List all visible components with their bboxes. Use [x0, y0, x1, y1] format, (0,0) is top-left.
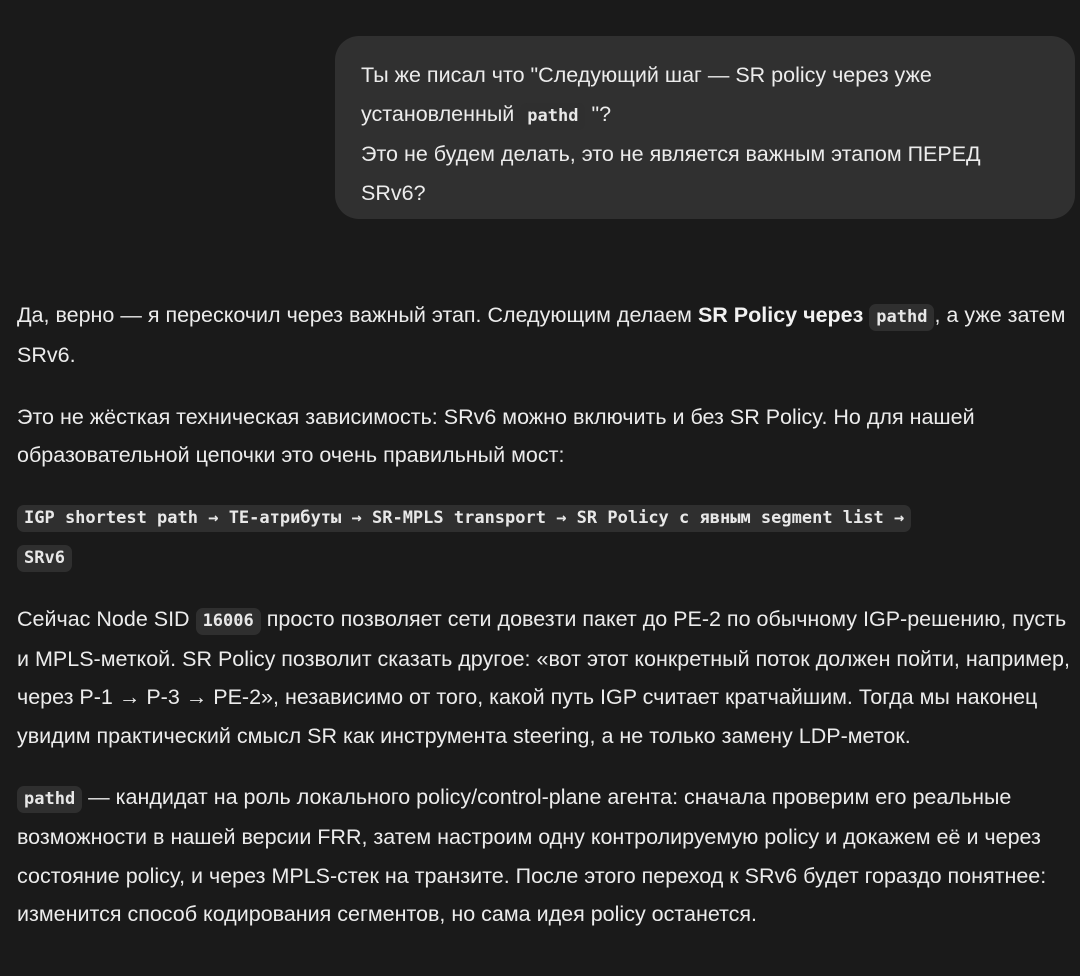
user-message-line4: SRv6? — [361, 180, 426, 205]
p1-text: Да, верно — я перескочил через важный этап. Следующим делаем — [17, 303, 698, 327]
assistant-paragraph-1 — [17, 296, 1080, 375]
inline-code-pathd: pathd — [869, 304, 934, 331]
user-message-line2-text: установленный — [361, 101, 515, 126]
p5-tail: — кандидат на роль локального policy/control-plane агента: сначала проверим его реальные возможности в нашей версии FRR, затем настроим одну контролируемую policy и докажем её и через состояние policy, и через MPLS-стек на транзите. После этого переход к SRv6 будет гораздо понятнее: изменится способ кодирования сегментов, но сама идея policy останется. — [17, 784, 1047, 926]
assistant-message — [17, 296, 1080, 956]
assistant-paragraph-5 — [17, 778, 1080, 933]
flow-chain-code-line2: SRv6 — [17, 545, 72, 572]
p4-text: Сейчас Node SID — [17, 606, 196, 631]
inline-code-pathd: pathd — [17, 786, 82, 813]
user-message-bubble — [335, 36, 1075, 219]
p1-tail: , а уже затем SRv6. — [17, 303, 1066, 368]
assistant-paragraph-4 — [17, 600, 1080, 755]
user-message-line1: Ты же писал что "Следующий шаг — SR policy через уже — [361, 63, 932, 87]
p4-tail: просто позволяет сети довезти пакет до PE-2 по обычному IGP-решению, пусть и MPLS-меткой. SR Policy позволит сказать другое: «вот этот конкретный поток должен пойти, например, через P-1 → P-3 → PE-2», независимо от того, какой путь IGP считает кратчайшим. Тогда мы наконец увидим практический смысл SR как инструмента steering, а не только замену LDP-меток. — [17, 606, 1070, 748]
assistant-paragraph-2: Это не жёсткая техническая зависимость: SRv6 можно включить и без SR Policy. Но для нашей образовательной цепочки это очень правильный мост: — [17, 404, 975, 467]
inline-code-node-sid: 16006 — [196, 608, 261, 635]
p1-bold: SR Policy через — [697, 303, 864, 327]
inline-code-pathd: pathd — [520, 103, 585, 130]
user-message-line3: Это не будем делать, это не является важным этапом ПЕРЕД — [361, 142, 981, 166]
flow-chain-code-line1: IGP shortest path → TE-атрибуты → SR-MPLS transport → SR Policy с явным segment list → — [17, 505, 911, 532]
flow-chain — [17, 497, 1080, 578]
user-message-line2-tail: "? — [591, 101, 612, 126]
